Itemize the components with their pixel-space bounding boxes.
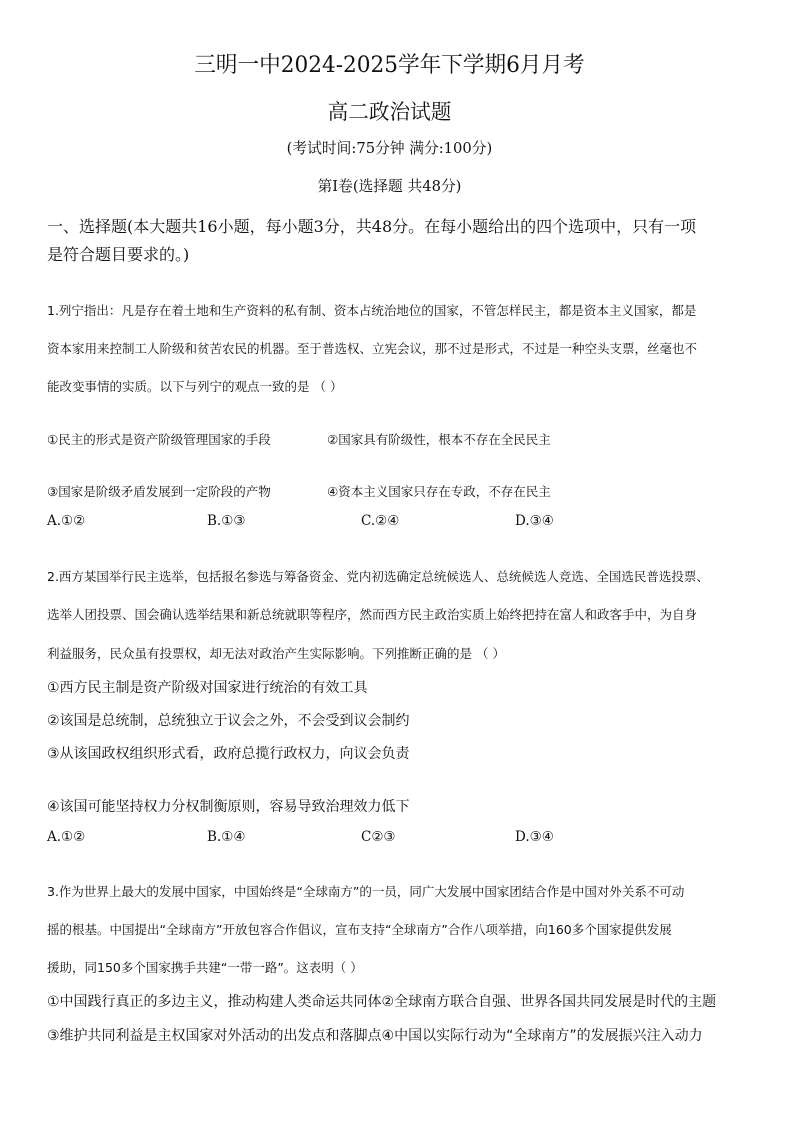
q2-stem-line3: 利益服务，民众虽有投票权，却无法对政治产生实际影响。下列推断正确的是 （ ） [47, 646, 505, 661]
q2-answer-b: B.①④ [207, 829, 246, 845]
q3-stem-line2: 摇的根基。中国提出“全球南方”开放包容合作倡议，宣布支持“全球南方”合作八项举措，向160多个国家提供发展 [47, 922, 672, 937]
q1-option-4: ④资本主义国家只存在专政，不存在民主 [327, 484, 551, 499]
q2-option-3: ③从该国政权组织形式看，政府总揽行政权力，向议会负责 [47, 746, 410, 762]
q3-options-1-2: ①中国践行真正的多边主义，推动构建人类命运共同体②全球南方联合自强、世界各国共同发展是时代的主题 [47, 994, 717, 1010]
q1-stem-line3: 能改变事情的实质。以下与列宁的观点一致的是 （ ） [47, 379, 343, 394]
q1-option-1: ①民主的形式是资产阶级管理国家的手段 [47, 432, 271, 447]
q1-option-2: ②国家具有阶级性，根本不存在全民民主 [327, 432, 551, 447]
q2-answer-a: A.①② [47, 829, 86, 845]
exam-title: 三明一中2024-2025学年下学期6月月考 [194, 53, 585, 78]
part1-heading-line2: 是符合题目要求的。) [47, 245, 190, 264]
q1-option-3: ③国家是阶级矛盾发展到一定阶段的产物 [47, 484, 271, 499]
q2-answer-d: D.③④ [515, 829, 554, 845]
q2-stem-line1: 2.西方某国举行民主选举，包括报名参选与筹备资金、党内初选确定总统候选人、总统候选人竞选、全国选民普选投票、 [47, 569, 709, 584]
exam-subtitle: 高二政治试题 [327, 100, 452, 124]
part1-heading-line1: 一、选择题(本大题共16小题，每小题3分，共48分。在每小题给出的四个选项中，只有一项 [47, 217, 697, 236]
q3-stem-line3: 援助，同150多个国家携手共建“一带一路”。这表明（ ） [47, 960, 363, 975]
q3-stem-line1: 3.作为世界上最大的发展中国家，中国始终是“全球南方”的一员，同广大发展中国家团结合作是中国对外关系不可动 [47, 884, 685, 899]
q1-answer-b: B.①③ [207, 513, 246, 529]
q1-stem-line1: 1.列宁指出：凡是存在着土地和生产资料的私有制、资本占统治地位的国家，不管怎样民主，都是资本主义国家，都是 [47, 303, 697, 318]
section-title: 第Ⅰ卷(选择题 共48分) [317, 177, 462, 195]
q2-option-2: ②该国是总统制，总统独立于议会之外，不会受到议会制约 [47, 713, 410, 729]
q3-options-3-4: ③维护共同利益是主权国家对外活动的出发点和落脚点④中国以实际行动为“全球南方”的发展振兴注入动力 [47, 1028, 703, 1044]
q2-option-1: ①西方民主制是资产阶级对国家进行统治的有效工具 [47, 680, 368, 696]
q1-answer-a: A.①② [47, 513, 86, 529]
q2-stem-line2: 选举人团投票、国会确认选举结果和新总统就职等程序，然而西方民主政治实质上始终把持在富人和政客手中，为自身 [47, 607, 698, 622]
q2-option-4: ④该国可能坚持权力分权制衡原则，容易导致治理效力低下 [47, 799, 410, 815]
q1-stem-line2: 资本家用来控制工人阶级和贫苦农民的机器。至于普选权、立宪会议，那不过是形式，不过是一种空头支票，丝毫也不 [47, 341, 698, 356]
exam-info: (考试时间:75分钟 满分:100分) [286, 139, 493, 157]
q1-answer-c: C.②④ [361, 513, 400, 529]
q2-answer-c: C②③ [361, 829, 396, 845]
q1-answer-d: D.③④ [515, 513, 554, 529]
